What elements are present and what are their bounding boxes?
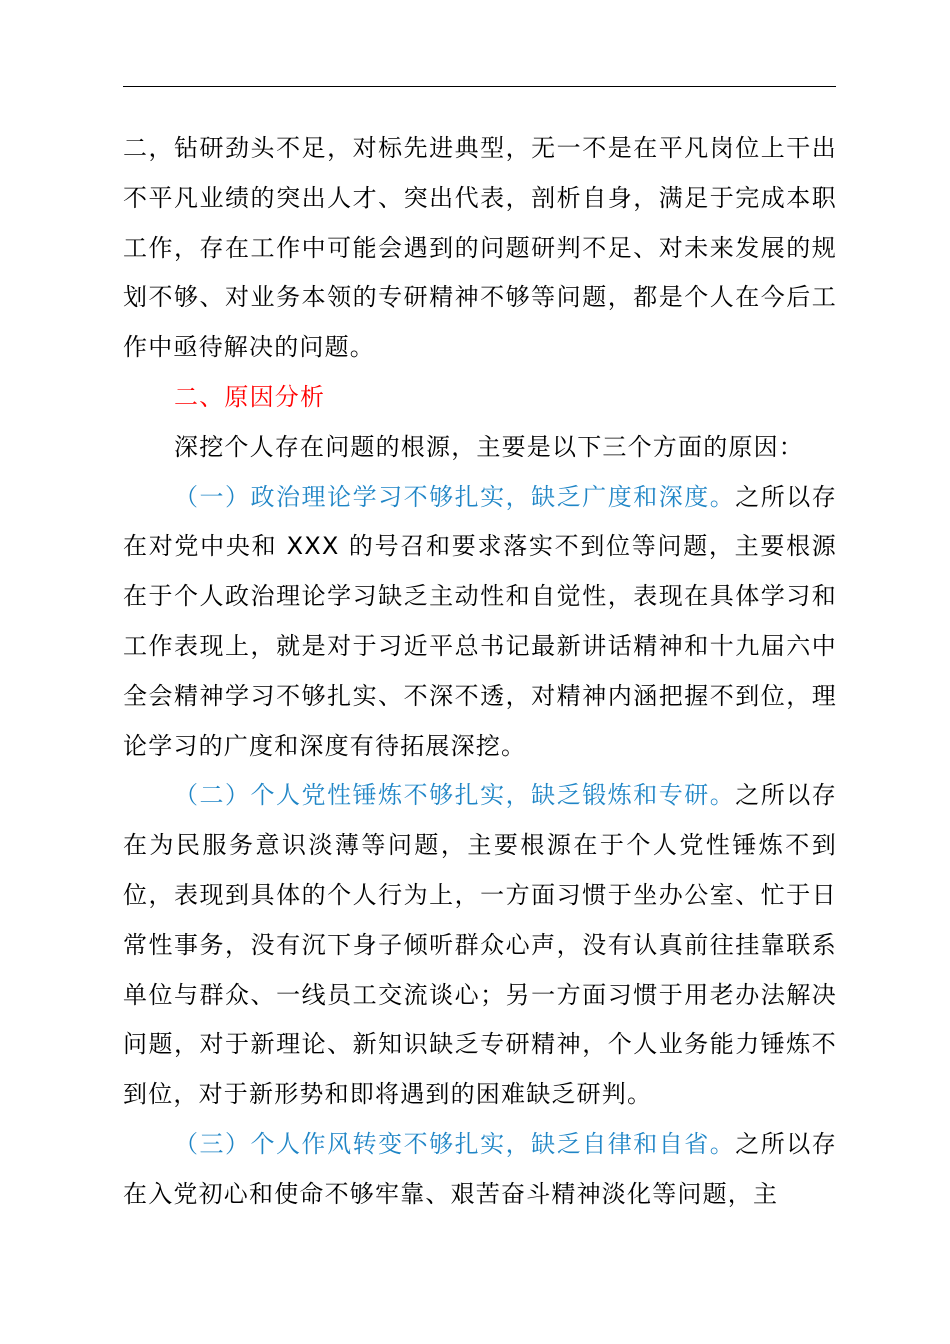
paragraph-text: 之所以存在入党初心和使命不够牢靠、艰苦奋斗精神淡化等问题，主 bbox=[123, 1129, 837, 1208]
header-rule bbox=[123, 86, 836, 87]
section-heading-text: 二、原因分析 bbox=[174, 382, 326, 411]
paragraph-text: 二，钻研劲头不足，对标先进典型，无一不是在平凡岗位上干出不平凡业绩的突出人才、突出代表，剖析自身，满足于完成本职工作，存在工作中可能会遇到的问题研判不足、对未来发展的规划不够、对业务本领的专研精神不够等问题，都是个人在今后工作中亟待解决的问题。 bbox=[123, 134, 837, 362]
paragraph-text: 之所以存在为民服务意识淡薄等问题，主要根源在于个人党性锤炼不到位，表现到具体的个人行为上，一方面习惯于坐办公室、忙于日常性事务，没有沉下身子倾听群众心声，没有认真前往挂靠联系单位与群众、一线员工交流谈心；另一方面习惯于用老办法解决问题，对于新理论、新知识缺乏专研精神，个人业务能力锤炼不到位，对于新形势和即将遇到的困难缺乏研判。 bbox=[123, 781, 837, 1109]
paragraph-continuation bbox=[123, 124, 837, 373]
subheading-text: （一）政治理论学习不够扎实，缺乏广度和深度。 bbox=[174, 482, 736, 511]
paragraph-text: 之所以存在对党中央和 XXX 的号召和要求落实不到位等问题，主要根源在于个人政治理论学习缺乏主动性和自觉性，表现在具体学习和工作表现上，就是对于习近平总书记最新讲话精神和十九届六中全会精神学习不够扎实、不深不透，对精神内涵把握不到位，理论学习的广度和深度有待拓展深挖。 bbox=[123, 482, 837, 760]
section-heading bbox=[123, 373, 837, 423]
paragraph-reason-1 bbox=[123, 473, 837, 772]
paragraph-reason-2 bbox=[123, 771, 837, 1120]
subheading-text: （二）个人党性锤炼不够扎实，缺乏锻炼和专研。 bbox=[174, 781, 736, 810]
paragraph-intro bbox=[123, 423, 837, 473]
paragraph-reason-3 bbox=[123, 1120, 837, 1220]
subheading-text: （三）个人作风转变不够扎实，缺乏自律和自省。 bbox=[174, 1129, 736, 1158]
paragraph-text: 深挖个人存在问题的根源，主要是以下三个方面的原因： bbox=[174, 432, 804, 461]
document-body bbox=[123, 124, 837, 1220]
